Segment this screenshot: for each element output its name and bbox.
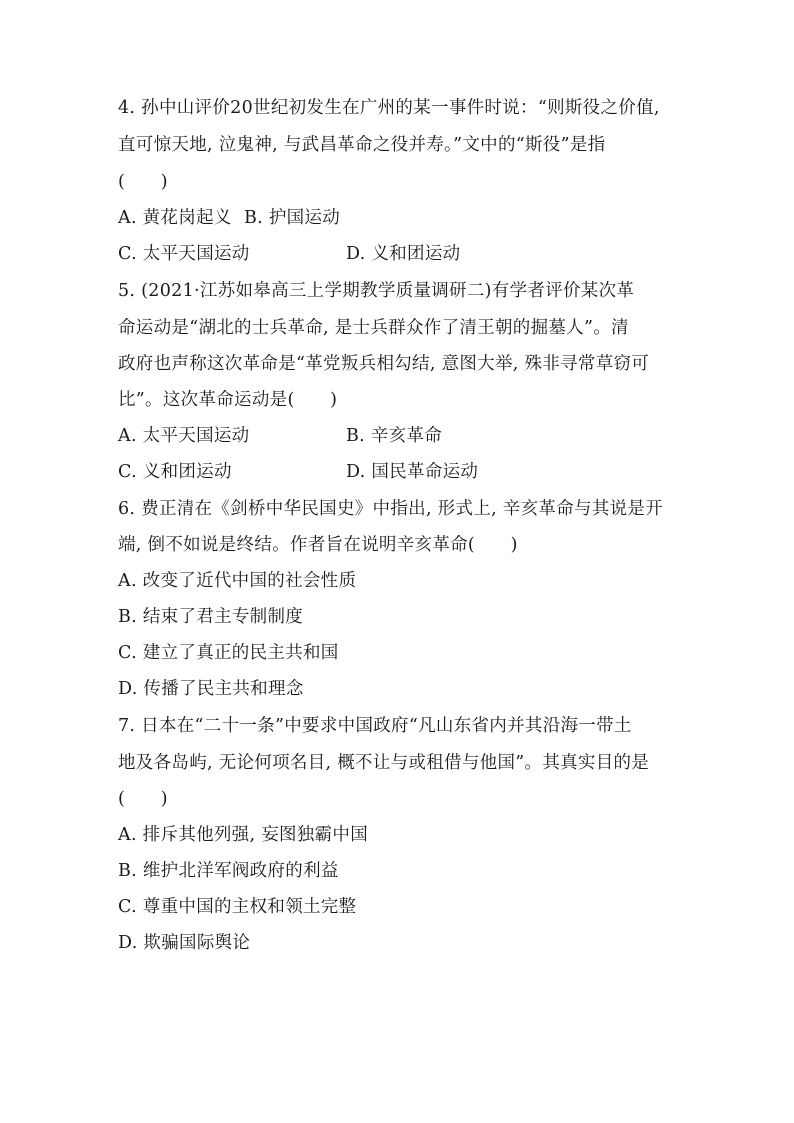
question-7-option-b: B. 维护北洋军阀政府的利益 xyxy=(118,861,339,881)
question-5-line-2: 命运动是“湖北的士兵革命, 是士兵群众作了清王朝的掘墓人”。清 xyxy=(118,318,629,338)
question-4-line-1: 4. 孙中山评价20世纪初发生在广州的某一事件时说：“则斯役之价值, xyxy=(118,98,660,118)
question-6-option-b: B. 结束了君主专制制度 xyxy=(118,607,304,627)
question-5-line-4: 比”。这次革命运动是( ) xyxy=(118,390,338,410)
question-7-line-2: 地及各岛屿, 无论何项名目, 概不让与或租借与他国”。其真实目的是 xyxy=(118,753,650,773)
question-5-line-1: 5. (2021·江苏如皋高三上学期教学质量调研二)有学者评价某次革 xyxy=(118,281,635,301)
question-6-line-2: 端, 倒不如说是终结。作者旨在说明辛亥革命( ) xyxy=(118,535,518,555)
question-7-option-d: D. 欺骗国际舆论 xyxy=(118,933,251,953)
question-6-option-d: D. 传播了民主共和理念 xyxy=(118,679,304,699)
question-7-line-3: ( ) xyxy=(118,789,168,809)
question-5-option-b: B. 辛亥革命 xyxy=(346,426,443,446)
question-4-line-2: 直可惊天地, 泣鬼神, 与武昌革命之役并寿。”文中的“斯役”是指 xyxy=(118,135,606,155)
question-7-option-a: A. 排斥其他列强, 妄图独霸中国 xyxy=(118,825,368,845)
question-5-line-3: 政府也声称这次革命是“革党叛兵相勾结, 意图大举, 殊非寻常草窃可 xyxy=(118,354,650,374)
question-5-option-d: D. 国民革命运动 xyxy=(346,462,479,482)
question-6-option-a: A. 改变了近代中国的社会性质 xyxy=(118,571,357,591)
question-5-option-a: A. 太平天国运动 xyxy=(118,426,250,446)
question-4-option-c: C. 太平天国运动 xyxy=(118,244,250,264)
question-4-option-d: D. 义和团运动 xyxy=(346,244,461,264)
question-5-option-c: C. 义和团运动 xyxy=(118,462,232,482)
question-6-option-c: C. 建立了真正的民主共和国 xyxy=(118,643,339,663)
question-4-option-b: B. 护国运动 xyxy=(244,208,341,228)
question-4-option-a: A. 黄花岗起义 xyxy=(118,208,232,228)
question-7-line-1: 7. 日本在“二十一条”中要求中国政府“凡山东省内并其沿海一带土 xyxy=(118,716,632,736)
question-6-line-1: 6. 费正清在《剑桥中华民国史》中指出, 形式上, 辛亥革命与其说是开 xyxy=(118,499,664,519)
question-4-line-3: ( ) xyxy=(118,172,168,192)
question-7-option-c: C. 尊重中国的主权和领土完整 xyxy=(118,897,357,917)
